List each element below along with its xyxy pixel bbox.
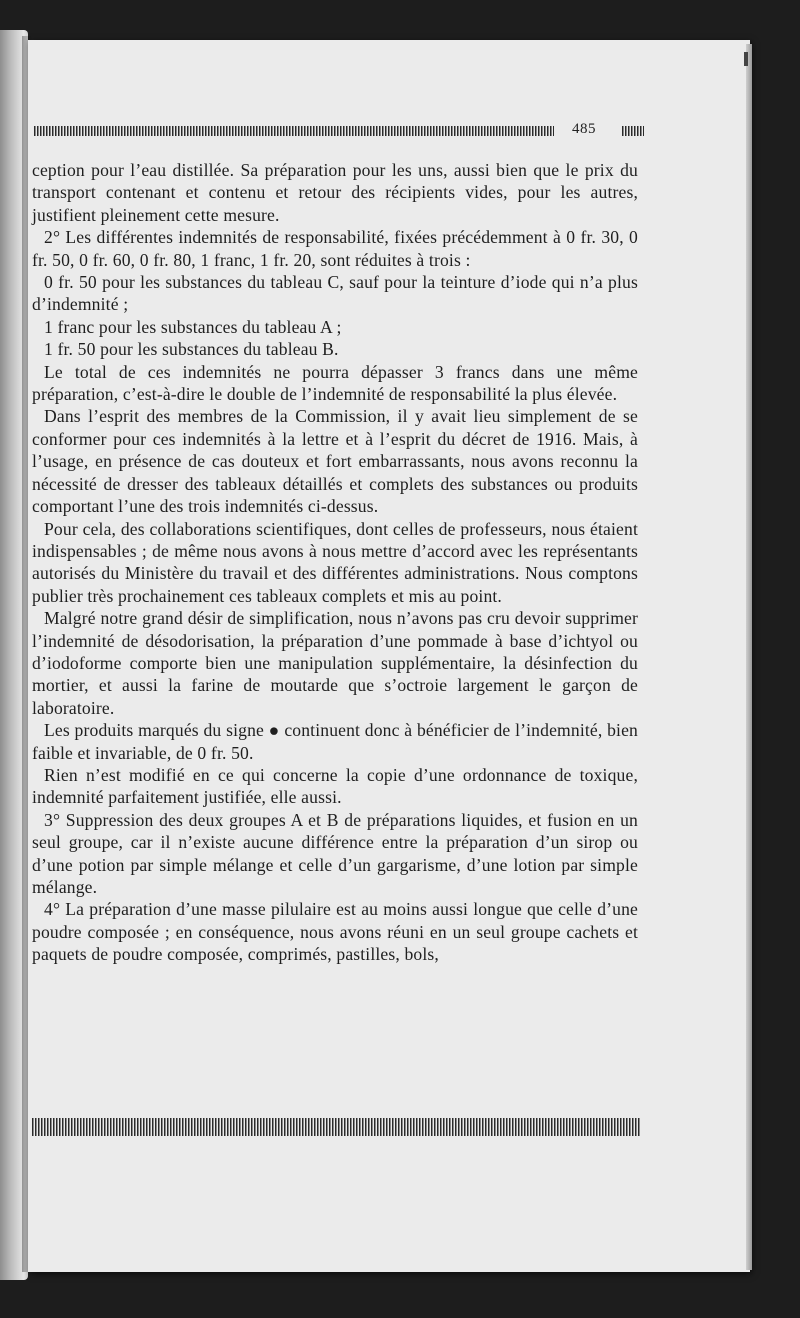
paragraph-2: 2° Les différentes indemnités de responsabilité, fixées précédemment à 0 fr. 30, 0 fr. 50, 0 fr. 60, 0 fr. 80, 1 franc, 1 fr. 20, sont réduites à trois : bbox=[32, 227, 638, 270]
body-text bbox=[32, 159, 638, 966]
page-number: 485 bbox=[572, 121, 596, 137]
page-right-edge bbox=[746, 44, 752, 1270]
paragraph-12: 3° Suppression des deux groupes A et B de préparations liquides, et fusion en un seul groupe, car il n’existe aucune différence entre la préparation d’un sirop ou d’une potion par simple mélange et celle d’un gargarisme, d’une lotion par simple mélange. bbox=[32, 809, 638, 897]
header-rule-left bbox=[34, 126, 554, 136]
footer-rule bbox=[32, 1118, 640, 1136]
paragraph-4: 1 franc pour les substances du tableau A ; bbox=[44, 316, 342, 337]
paragraph-7: Dans l’esprit des membres de la Commission, il y avait lieu simplement de se conformer pour ces indemnités à la lettre et à l’esprit du décret de 1916. Mais, à l’usage, en présence de cas douteux et fort embarrassants, nous avons reconnu la nécessité de dresser des tableaux détaillés et complets des substances ou produits comportant l’une des trois indemnités ci-dessus. bbox=[32, 406, 638, 517]
paragraph-13: 4° La préparation d’une masse pilulaire est au moins aussi longue que celle d’une poudre composée ; en conséquence, nous avons réuni en un seul groupe cachets et paquets de poudre composée, comprimés, pastilles, bols, bbox=[32, 899, 638, 965]
paragraph-10: Les produits marqués du signe ● continuent donc à bénéficier de l’indemnité, bien faible et invariable, de 0 fr. 50. bbox=[32, 720, 638, 763]
paragraph-5: 1 fr. 50 pour les substances du tableau B. bbox=[44, 339, 339, 360]
header-rule-right bbox=[622, 126, 644, 136]
corner-mark bbox=[744, 52, 748, 66]
page-header bbox=[34, 121, 644, 138]
paragraph-11: Rien n’est modifié en ce qui concerne la copie d’une ordonnance de toxique, indemnité parfaitement justifiée, elle aussi. bbox=[32, 764, 638, 808]
paragraph-6: Le total de ces indemnités ne pourra dépasser 3 francs dans une même préparation, c’est-à-dire le double de l’indemnité de responsabilité la plus élevée. bbox=[32, 361, 638, 405]
paragraph-3: 0 fr. 50 pour les substances du tableau C, sauf pour la teinture d’iode qui n’a plus d’indemnité ; bbox=[32, 272, 638, 315]
paragraph-1: ception pour l’eau distillée. Sa préparation pour les uns, aussi bien que le prix du transport contenant et contenu et retour des récipients vides, pour les autres, justifient pleinement cette mesure. bbox=[32, 160, 638, 225]
paragraph-8: Pour cela, des collaborations scientifiques, dont celles de professeurs, nous étaient indispensables ; de même nous avons à nous mettre d’accord avec les représentants autorisés du Ministère du travail et des différentes administrations. Nous comptons publier très prochainement ces tableaux complets et mis au point. bbox=[32, 518, 638, 606]
paragraph-9: Malgré notre grand désir de simplification, nous n’avons pas cru devoir supprimer l’indemnité de désodorisation, la préparation d’une pommade à base d’ichtyol ou d’iodoforme comporte bien une manipulation supplémentaire, la désinfection du mortier, et aussi la farine de moutarde que s’octroie largement le garçon de laboratoire. bbox=[32, 608, 638, 718]
